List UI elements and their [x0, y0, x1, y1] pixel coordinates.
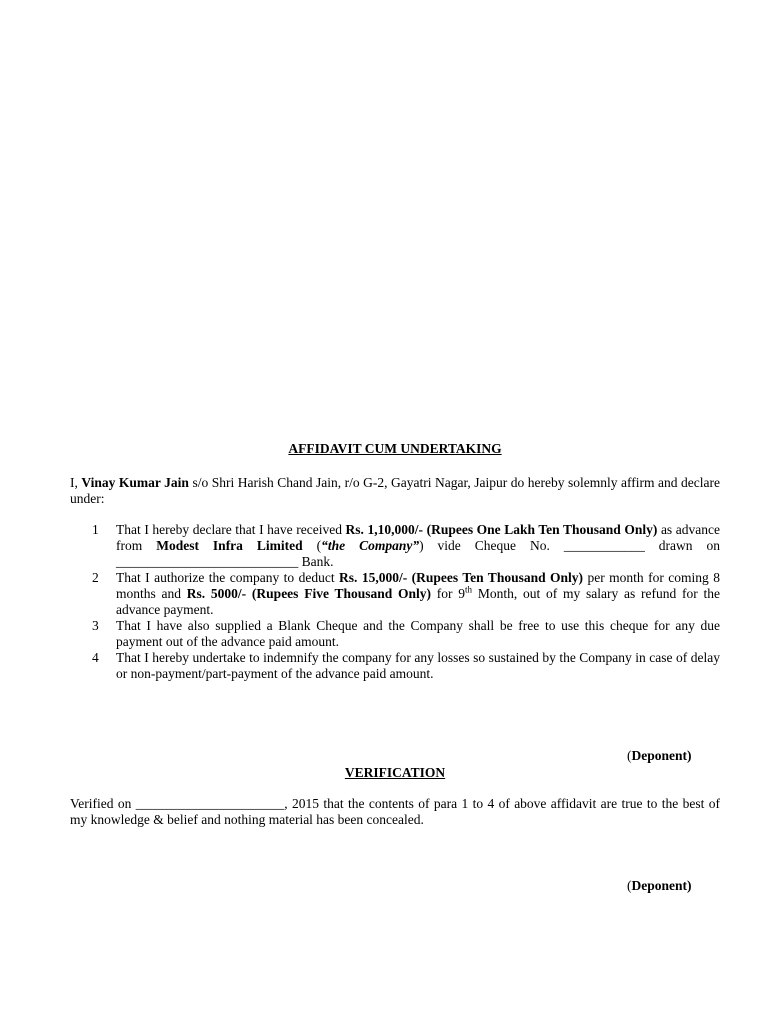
item-text: per month for coming 8 months and: [116, 570, 720, 601]
deponent-paren: (: [627, 748, 632, 763]
verification-text: , 2015 that the contents of para 1 to 4 of above affidavit are true to the best of my knowledge & belief and nothing material has been concealed.: [70, 796, 720, 827]
declaration-list: [70, 522, 720, 682]
bank-name-blank: ___________________________: [116, 554, 299, 569]
deponent-word: Deponent): [631, 878, 692, 893]
deponent-name: Vinay Kumar Jain: [81, 475, 189, 490]
item-number: 2: [92, 570, 99, 585]
declaration-item-2: [70, 570, 720, 618]
item-number: 3: [92, 618, 99, 633]
deponent-signature-label: [627, 748, 692, 764]
intro-prefix: I,: [70, 475, 82, 490]
item-number: 4: [92, 650, 99, 665]
item-text: That I hereby undertake to indemnify the company for any losses so sustained by the Company in case of delay or non-payment/part-payment of the advance paid amount.: [116, 650, 720, 681]
item-text: as advance from: [116, 522, 720, 553]
intro-rest: s/o Shri Harish Chand Jain, r/o G-2, Gayatri Nagar, Jaipur do hereby solemnly affirm and declare under:: [70, 475, 720, 506]
item-text: (: [302, 538, 322, 553]
item-text: Month, out of my salary as refund for the advance payment.: [116, 586, 721, 617]
item-text: for 9: [431, 586, 466, 601]
verification-title: VERIFICATION: [344, 765, 446, 780]
item-text: drawn on: [644, 538, 720, 553]
item-text: ) vide Cheque No.: [419, 538, 564, 553]
item-text: That I authorize the company to deduct: [116, 570, 340, 585]
item-amount: Rs. 1,10,000/- (Rupees One Lakh Ten Thousand Only): [345, 522, 658, 537]
company-name: Modest Infra Limited: [156, 538, 303, 553]
deponent-word: Deponent): [631, 748, 692, 763]
company-alias: “the Company”: [321, 538, 420, 553]
cheque-number-blank: ____________: [563, 538, 645, 553]
item-text: That I hereby declare that I have received: [116, 522, 346, 537]
declaration-item-4: [70, 650, 720, 682]
verification-paragraph: [70, 796, 720, 828]
item-text: Bank.: [298, 554, 334, 569]
item-number: 1: [92, 522, 99, 537]
declaration-item-1: [70, 522, 720, 570]
declaration-item-3: [70, 618, 720, 650]
item-amount: Rs. 5000/- (Rupees Five Thousand Only): [186, 586, 432, 601]
intro-paragraph: [70, 475, 720, 507]
verification-text: Verified on: [70, 796, 136, 811]
deponent-signature-label: [627, 878, 692, 894]
item-amount: Rs. 15,000/- (Rupees Ten Thousand Only): [339, 570, 584, 585]
deponent-paren: (: [627, 878, 632, 893]
item-text: That I have also supplied a Blank Cheque and the Company shall be free to use this cheque for any due payment out of the advance paid amount.: [116, 618, 720, 649]
verification-date-blank: ______________________: [135, 796, 285, 811]
document-title: AFFIDAVIT CUM UNDERTAKING: [288, 441, 502, 456]
ordinal-suffix: th: [465, 584, 473, 595]
